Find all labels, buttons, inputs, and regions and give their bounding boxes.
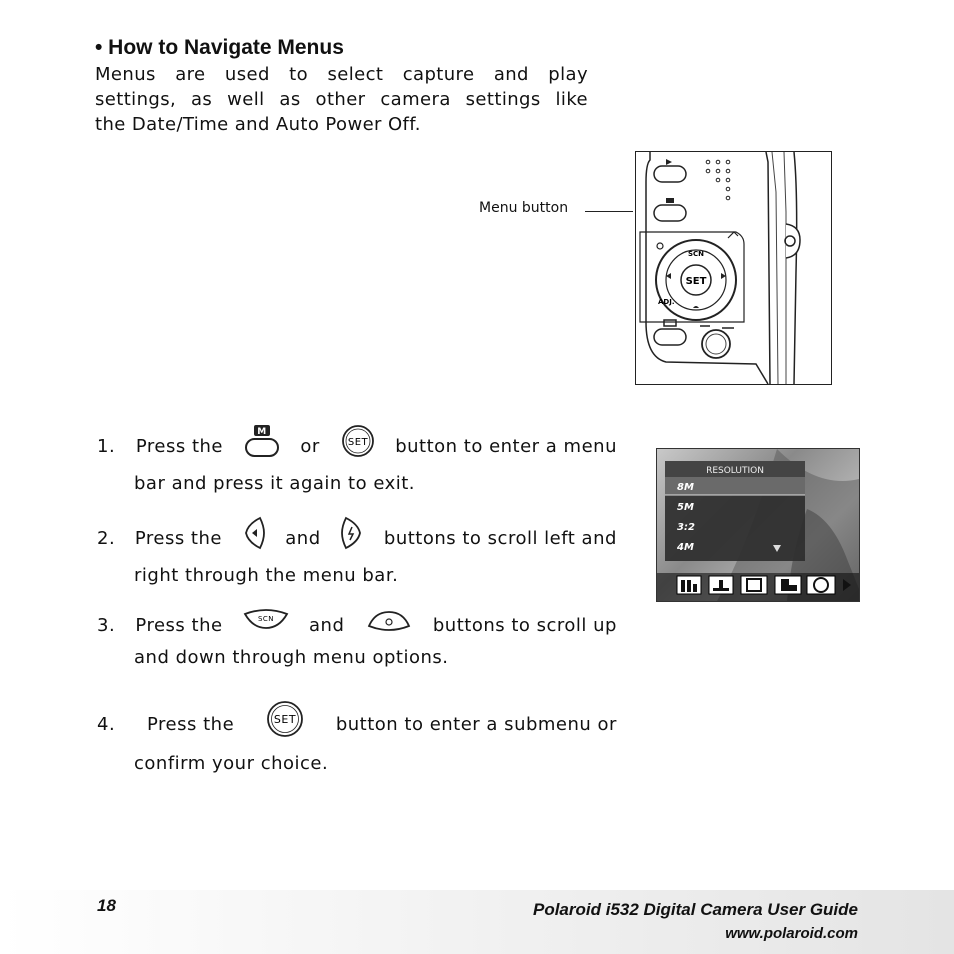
lcd-option: 3:2 (677, 522, 695, 533)
lcd-option: 4M (677, 542, 694, 553)
step-continuation: right through the menu bar. (134, 565, 399, 586)
step-text: buttons to scroll left and (383, 527, 617, 549)
lcd-option: 5M (677, 502, 694, 513)
camera-back-illustration (635, 151, 832, 385)
up-scn-button-icon (243, 608, 289, 642)
step-continuation: and down through menu options. (134, 647, 449, 668)
lcd-menu-screenshot (656, 448, 860, 602)
set-button-icon (266, 700, 304, 748)
right-arrow-button-icon (340, 516, 364, 560)
step-text: and (309, 614, 345, 636)
step-text: button to enter a menu (395, 435, 617, 457)
step-text: Press the (135, 435, 224, 457)
footer-url: www.polaroid.com (725, 925, 858, 942)
left-arrow-button-icon (242, 516, 266, 560)
svg-text:M: M (256, 427, 267, 437)
step-text: Press the (134, 527, 222, 549)
step-number: 3. (97, 614, 116, 636)
svg-text:SET: SET (347, 437, 368, 448)
step-4 (97, 700, 617, 779)
step-text: and (285, 527, 321, 549)
step-3 (97, 608, 617, 673)
svg-text:SCN: SCN (257, 615, 274, 623)
dpad-scn-label: SCN (687, 250, 705, 258)
menu-button-icon (244, 424, 280, 468)
section-heading: • How to Navigate Menus (95, 36, 344, 59)
step-continuation: bar and press it again to exit. (134, 473, 416, 494)
lcd-option: 8M (677, 482, 694, 493)
down-button-icon (365, 608, 413, 642)
step-2 (97, 516, 617, 591)
step-continuation: confirm your choice. (134, 753, 329, 774)
step-text: or (300, 435, 320, 457)
step-number: 2. (97, 527, 116, 549)
dpad-adj-label: ADJ. (658, 298, 675, 306)
step-text: Press the (147, 713, 235, 735)
set-button-icon (341, 424, 375, 468)
menu-button-callout: Menu button (479, 200, 569, 216)
step-text: Press the (135, 614, 223, 636)
intro-line: the Date/Time and Auto Power Off. (95, 114, 421, 135)
lcd-menu-title: RESOLUTION (706, 466, 764, 476)
step-text: button to enter a submenu or (335, 713, 617, 735)
intro-line: Menus are used to select capture and play (95, 64, 588, 85)
footer-title: Polaroid i532 Digital Camera User Guide (532, 900, 858, 919)
step-1 (97, 424, 617, 499)
intro-paragraph (95, 62, 588, 137)
svg-text:SET: SET (273, 713, 297, 726)
dpad-set-label: SET (685, 276, 707, 287)
page-number: 18 (97, 896, 116, 915)
step-number: 4. (97, 713, 116, 735)
step-number: 1. (97, 435, 116, 457)
intro-line: settings, as well as other camera settings like (95, 89, 588, 110)
step-text: buttons to scroll up (432, 614, 617, 636)
callout-leader-line (585, 211, 633, 212)
